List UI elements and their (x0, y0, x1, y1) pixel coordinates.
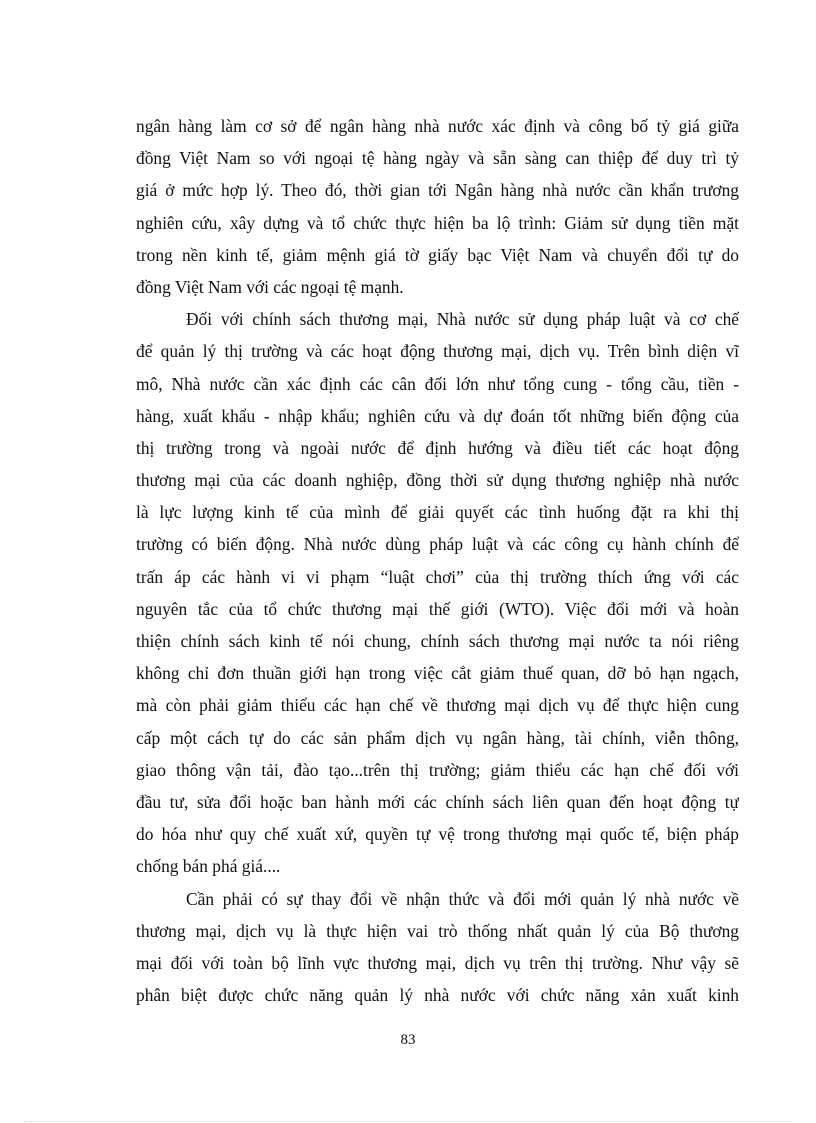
text-line: đầu tư, sửa đổi hoặc ban hành mới các chính sách liên quan đến hoạt động tự (136, 791, 739, 812)
text-line: nguyên tắc của tổ chức thương mại thế giới (WTO). Việc đổi mới và hoàn (136, 598, 739, 619)
text-line: do hóa như quy chế xuất xứ, quyền tự vệ trong thương mại quốc tế, biện pháp (136, 824, 739, 845)
text-line: ngân hàng làm cơ sở để ngân hàng nhà nước xác định và công bố tỷ giá giữa (136, 116, 739, 136)
text-line: mà còn phải giảm thiểu các hạn chế về thương mại dịch vụ để thực hiện cung (136, 695, 739, 716)
text-line: Cần phải có sự thay đổi về nhận thức và đổi mới quản lý nhà nước về (186, 888, 739, 909)
page-bottom-divider (24, 1121, 792, 1122)
text-line: trường có biến động. Nhà nước dùng pháp luật và các công cụ hành chính để (136, 534, 739, 555)
text-line: không chỉ đơn thuần giới hạn trong việc cắt giảm thuế quan, dỡ bỏ hạn ngạch, (136, 663, 739, 684)
text-line: thị trường trong và ngoài nước để định hướng và điều tiết các hoạt động (136, 437, 739, 458)
body-text (136, 110, 739, 1011)
text-line: chống bán phá giá.... (136, 856, 281, 877)
text-line: thiện chính sách kinh tế nói chung, chính sách thương mại nước ta nói riêng (136, 631, 739, 651)
text-line: trong nền kinh tế, giảm mệnh giá tờ giấy bạc Việt Nam và chuyển đổi tự do (136, 244, 739, 265)
text-line: đồng Việt Nam với các ngoại tệ mạnh. (136, 276, 404, 297)
text-line: đồng Việt Nam so với ngoại tệ hàng ngày và sẵn sàng can thiệp để duy trì tỷ (136, 148, 739, 169)
text-line: là lực lượng kinh tế của mình để giải quyết các tình huống đặt ra khi thị (136, 502, 739, 523)
text-line: giao thông vận tải, đào tạo...trên thị trường; giảm thiểu các hạn chế đối với (136, 759, 739, 780)
text-line: trấn áp các hành vi vi phạm “luật chơi” của thị trường thích ứng với các (136, 566, 739, 587)
text-line: để quản lý thị trường và các hoạt động thương mại, dịch vụ. Trên bình diện vĩ (136, 341, 739, 362)
text-line: Đối với chính sách thương mại, Nhà nước sử dụng pháp luật và cơ chế (186, 309, 739, 330)
text-line: thương mại của các doanh nghiệp, đồng thời sử dụng thương nghiệp nhà nước (136, 470, 739, 491)
page-number: 83 (400, 1032, 416, 1048)
text-line: hàng, xuất khẩu - nhập khẩu; nghiên cứu và dự đoán tốt những biến động của (136, 405, 739, 426)
text-line: cấp một cách tự do các sản phẩm dịch vụ ngân hàng, tài chính, viễn thông, (136, 727, 739, 748)
text-line: giá ở mức hợp lý. Theo đó, thời gian tới Ngân hàng nhà nước cần khẩn trương (136, 180, 739, 201)
text-line: mô, Nhà nước cần xác định các cân đối lớn như tổng cung - tổng cầu, tiền - (136, 373, 739, 394)
text-line: phân biệt được chức năng quản lý nhà nước với chức năng xản xuất kinh (136, 985, 739, 1006)
text-line: nghiên cứu, xây dựng và tổ chức thực hiện ba lộ trình: Giảm sử dụng tiền mặt (136, 212, 739, 233)
text-line: thương mại, dịch vụ là thực hiện vai trò thống nhất quản lý của Bộ thương (136, 920, 739, 941)
text-line: mại đối với toàn bộ lĩnh vực thương mại, dịch vụ trên thị trường. Như vậy sẽ (136, 952, 739, 973)
